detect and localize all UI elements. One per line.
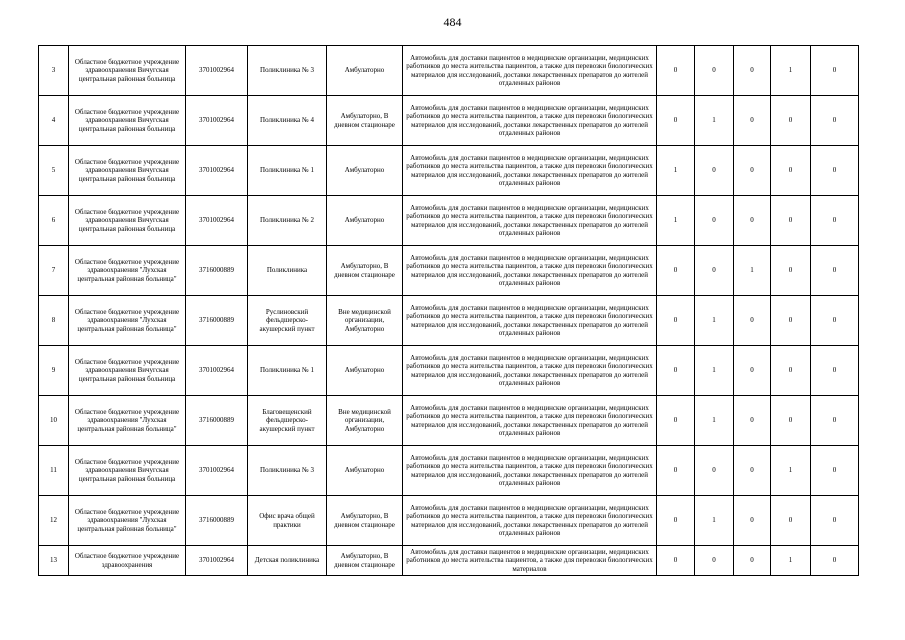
- vehicle-purpose-cell: [403, 296, 657, 346]
- vehicle-purpose-cell-text: Автомобиль для доставки пациентов в медицинские организации, медицинских работников до места жительства пациентов, а также для перевозки биологических материалов для исследований, доставки лекарственных препаратов до жителей отдаленных районов: [406, 254, 653, 287]
- count-cell-4-text: 0: [788, 166, 793, 175]
- vehicle-purpose-cell: [403, 96, 657, 146]
- vehicle-purpose-cell: [403, 496, 657, 546]
- subdivision-cell: [248, 396, 327, 446]
- table-row: [39, 146, 859, 196]
- count-cell-4-text: 0: [788, 216, 793, 225]
- count-cell-1: [657, 196, 695, 246]
- table-body: [39, 46, 859, 576]
- subdivision-cell-text: Поликлиника: [266, 266, 308, 275]
- vehicle-purpose-cell-text: Автомобиль для доставки пациентов в медицинские организации, медицинских работников до места жительства пациентов, а также для перевозки биологических материалов для исследований, доставки лекарственных препаратов до жителей отдаленных районов: [406, 504, 653, 537]
- care-conditions-cell: [327, 296, 403, 346]
- count-cell-5-text: 0: [832, 216, 837, 225]
- subdivision-cell-text: Поликлиника № 3: [260, 66, 314, 75]
- count-cell-1: [657, 446, 695, 496]
- count-cell-4: [771, 246, 811, 296]
- count-cell-5: [811, 96, 859, 146]
- count-cell-1-text: 0: [673, 66, 678, 75]
- count-cell-4: [771, 146, 811, 196]
- organization-cell: [69, 446, 186, 496]
- vehicle-purpose-cell-text: Автомобиль для доставки пациентов в медицинские организации, медицинских работников до места жительства пациентов, а также для перевозки биологических материалов для исследований, доставки лекарственных препаратов до жителей отдаленных районов: [406, 354, 653, 387]
- vehicle-purpose-cell-text: Автомобиль для доставки пациентов в медицинские организации, медицинских работников до места жительства пациентов, а также для перевозки биологических материалов для исследований, доставки лекарственных препаратов до жителей отдаленных районов: [406, 154, 653, 187]
- count-cell-1: [657, 96, 695, 146]
- inn-cell: [186, 96, 248, 146]
- count-cell-3: [734, 446, 771, 496]
- count-cell-4: [771, 446, 811, 496]
- count-cell-4: [771, 496, 811, 546]
- count-cell-1-text: 1: [673, 166, 678, 175]
- organization-cell: [69, 246, 186, 296]
- row-number-cell: [39, 446, 69, 496]
- subdivision-cell-text: Поликлиника № 4: [260, 116, 314, 125]
- count-cell-3-text: 0: [750, 466, 754, 475]
- subdivision-cell: [248, 146, 327, 196]
- subdivision-cell: [248, 96, 327, 146]
- count-cell-1: [657, 496, 695, 546]
- count-cell-2-text: 1: [712, 516, 716, 525]
- count-cell-3-text: 1: [750, 266, 754, 275]
- count-cell-5: [811, 346, 859, 396]
- inn-cell-text: 3716000889: [199, 316, 234, 325]
- count-cell-5-text: 0: [832, 516, 837, 525]
- row-number-cell: [39, 146, 69, 196]
- vehicle-purpose-cell-text: Автомобиль для доставки пациентов в медицинские организации, медицинских работников до места жительства пациентов, а также для перевозки биологических материалов для исследований, доставки лекарственных препаратов до жителей отдаленных районов: [406, 204, 653, 237]
- vehicle-purpose-cell: [403, 396, 657, 446]
- count-cell-2-text: 0: [712, 466, 716, 475]
- count-cell-4: [771, 296, 811, 346]
- table-row: [39, 396, 859, 446]
- count-cell-5: [811, 496, 859, 546]
- count-cell-2: [695, 546, 734, 576]
- vehicle-purpose-cell: [403, 346, 657, 396]
- row-number-cell: [39, 296, 69, 346]
- count-cell-2-text: 0: [712, 166, 716, 175]
- count-cell-2: [695, 296, 734, 346]
- care-conditions-cell-text: Вне медицинской организации, Амбулаторно: [338, 308, 391, 333]
- care-conditions-cell-text: Амбулаторно, В дневном стационаре: [334, 512, 395, 529]
- count-cell-5-text: 0: [832, 556, 837, 565]
- count-cell-3-text: 0: [750, 416, 754, 425]
- inn-cell: [186, 196, 248, 246]
- care-conditions-cell: [327, 96, 403, 146]
- vehicle-purpose-cell-text: Автомобиль для доставки пациентов в медицинские организации, медицинских работников до места жительства пациентов, а также для перевозки биологических материалов для исследований, доставки лекарственных препаратов до жителей отдаленных районов: [406, 304, 653, 337]
- count-cell-3: [734, 146, 771, 196]
- count-cell-4-text: 1: [788, 556, 793, 565]
- care-conditions-cell-text: Амбулаторно, В дневном стационаре: [334, 112, 395, 129]
- organization-cell: [69, 546, 186, 576]
- table-row: [39, 446, 859, 496]
- inn-cell: [186, 46, 248, 96]
- inn-cell-text: 3716000889: [199, 516, 234, 525]
- count-cell-4: [771, 546, 811, 576]
- organization-cell-text: Областное бюджетное учреждение здравоохранения "Лухская центральная районная больница": [74, 308, 180, 333]
- care-conditions-cell: [327, 446, 403, 496]
- count-cell-1-text: 0: [673, 516, 678, 525]
- count-cell-2-text: 1: [712, 116, 716, 125]
- subdivision-cell: [248, 546, 327, 576]
- count-cell-4: [771, 96, 811, 146]
- subdivision-cell-text: Поликлиника № 3: [260, 466, 314, 475]
- count-cell-2: [695, 196, 734, 246]
- count-cell-4-text: 1: [788, 466, 793, 475]
- count-cell-5: [811, 196, 859, 246]
- inn-cell-text: 3701002964: [199, 116, 234, 125]
- subdivision-cell-text: Поликлиника № 1: [260, 166, 314, 175]
- count-cell-2: [695, 96, 734, 146]
- count-cell-3: [734, 46, 771, 96]
- row-number-cell-text: 3: [51, 66, 56, 75]
- count-cell-3: [734, 496, 771, 546]
- organization-cell-text: Областное бюджетное учреждение здравоохранения "Лухская центральная районная больница": [74, 508, 180, 533]
- table-row: [39, 196, 859, 246]
- table-row: [39, 346, 859, 396]
- count-cell-1-text: 0: [673, 366, 678, 375]
- organization-cell: [69, 196, 186, 246]
- organization-cell: [69, 396, 186, 446]
- count-cell-5-text: 0: [832, 466, 837, 475]
- vehicle-purpose-cell: [403, 146, 657, 196]
- organization-cell-text: Областное бюджетное учреждение здравоохранения Вичугская центральная районная больница: [74, 358, 180, 383]
- count-cell-4-text: 0: [788, 116, 793, 125]
- table-row: [39, 46, 859, 96]
- care-conditions-cell: [327, 196, 403, 246]
- count-cell-4: [771, 196, 811, 246]
- subdivision-cell-text: Руслиновский фельдшерско-акушерский пункт: [259, 308, 315, 333]
- row-number-cell-text: 8: [51, 316, 56, 325]
- inn-cell-text: 3701002964: [199, 166, 234, 175]
- care-conditions-cell: [327, 546, 403, 576]
- inn-cell-text: 3701002964: [199, 556, 234, 565]
- organization-cell-text: Областное бюджетное учреждение здравоохранения Вичугская центральная районная больница: [74, 158, 180, 183]
- count-cell-4-text: 0: [788, 316, 793, 325]
- inn-cell-text: 3716000889: [199, 416, 234, 425]
- page-number: 484: [443, 15, 462, 29]
- inn-cell: [186, 396, 248, 446]
- row-number-cell: [39, 546, 69, 576]
- row-number-cell-text: 13: [50, 556, 57, 565]
- care-conditions-cell: [327, 346, 403, 396]
- organization-cell-text: Областное бюджетное учреждение здравоохранения Вичугская центральная районная больница: [74, 58, 180, 83]
- organization-cell: [69, 96, 186, 146]
- count-cell-1: [657, 296, 695, 346]
- count-cell-3: [734, 346, 771, 396]
- row-number-cell-text: 9: [51, 366, 56, 375]
- row-number-cell-text: 4: [51, 116, 56, 125]
- care-conditions-cell-text: Амбулаторно: [344, 216, 385, 225]
- table-row: [39, 496, 859, 546]
- count-cell-5-text: 0: [832, 416, 837, 425]
- inn-cell-text: 3701002964: [199, 66, 234, 75]
- care-conditions-cell: [327, 246, 403, 296]
- inn-cell-text: 3716000889: [199, 266, 234, 275]
- inn-cell-text: 3701002964: [199, 216, 234, 225]
- inn-cell: [186, 496, 248, 546]
- subdivision-cell-text: Поликлиника № 1: [260, 366, 314, 375]
- organization-cell-text: Областное бюджетное учреждение здравоохранения: [74, 552, 180, 569]
- organization-cell: [69, 146, 186, 196]
- inn-cell: [186, 346, 248, 396]
- count-cell-1: [657, 146, 695, 196]
- count-cell-1-text: 0: [673, 316, 678, 325]
- subdivision-cell-text: Офис врача общей практики: [259, 512, 315, 529]
- count-cell-5-text: 0: [832, 116, 837, 125]
- table-row: [39, 296, 859, 346]
- count-cell-3: [734, 396, 771, 446]
- row-number-cell: [39, 496, 69, 546]
- row-number-cell-text: 12: [50, 516, 57, 525]
- vehicle-purpose-cell-text: Автомобиль для доставки пациентов в медицинские организации, медицинских работников до места жительства пациентов, а также для перевозки биологических материалов: [406, 548, 653, 573]
- count-cell-5: [811, 146, 859, 196]
- count-cell-1-text: 0: [673, 466, 678, 475]
- count-cell-1: [657, 396, 695, 446]
- count-cell-3: [734, 96, 771, 146]
- organization-cell: [69, 496, 186, 546]
- vehicle-purpose-cell-text: Автомобиль для доставки пациентов в медицинские организации, медицинских работников до места жительства пациентов, а также для перевозки биологических материалов для исследований, доставки лекарственных препаратов до жителей отдаленных районов: [406, 104, 653, 137]
- row-number-cell-text: 7: [51, 266, 56, 275]
- count-cell-5-text: 0: [832, 316, 837, 325]
- count-cell-5: [811, 446, 859, 496]
- count-cell-4-text: 0: [788, 366, 793, 375]
- care-conditions-cell-text: Амбулаторно: [344, 66, 385, 75]
- row-number-cell-text: 10: [50, 416, 57, 425]
- count-cell-5: [811, 396, 859, 446]
- count-cell-5-text: 0: [832, 266, 837, 275]
- count-cell-2-text: 1: [712, 316, 716, 325]
- organization-cell: [69, 46, 186, 96]
- row-number-cell: [39, 196, 69, 246]
- count-cell-1: [657, 246, 695, 296]
- organization-cell: [69, 346, 186, 396]
- count-cell-2: [695, 146, 734, 196]
- row-number-cell: [39, 396, 69, 446]
- care-conditions-cell-text: Амбулаторно: [344, 466, 385, 475]
- vehicle-purpose-cell: [403, 46, 657, 96]
- care-conditions-cell: [327, 46, 403, 96]
- vehicle-purpose-cell-text: Автомобиль для доставки пациентов в медицинские организации, медицинских работников до места жительства пациентов, а также для перевозки биологических материалов для исследований, доставки лекарственных препаратов до жителей отдаленных районов: [406, 54, 653, 87]
- table-row: [39, 546, 859, 576]
- count-cell-2: [695, 246, 734, 296]
- count-cell-2-text: 0: [712, 266, 716, 275]
- count-cell-2: [695, 396, 734, 446]
- subdivision-cell: [248, 46, 327, 96]
- count-cell-2: [695, 496, 734, 546]
- vehicle-purpose-cell: [403, 246, 657, 296]
- count-cell-1-text: 0: [673, 556, 678, 565]
- vehicles-table: [38, 45, 859, 576]
- count-cell-2: [695, 446, 734, 496]
- vehicle-purpose-cell-text: Автомобиль для доставки пациентов в медицинские организации, медицинских работников до места жительства пациентов, а также для перевозки биологических материалов для исследований, доставки лекарственных препаратов до жителей отдаленных районов: [406, 404, 653, 437]
- count-cell-4-text: 0: [788, 416, 793, 425]
- row-number-cell: [39, 96, 69, 146]
- count-cell-3-text: 0: [750, 556, 754, 565]
- count-cell-1-text: 0: [673, 416, 678, 425]
- subdivision-cell-text: Благовещенский фельдшерско-акушерский пункт: [259, 408, 315, 433]
- count-cell-4-text: 0: [788, 516, 793, 525]
- subdivision-cell-text: Поликлиника № 2: [260, 216, 314, 225]
- count-cell-3: [734, 296, 771, 346]
- count-cell-3-text: 0: [750, 116, 754, 125]
- care-conditions-cell: [327, 496, 403, 546]
- organization-cell: [69, 296, 186, 346]
- count-cell-1-text: 1: [673, 216, 678, 225]
- subdivision-cell: [248, 346, 327, 396]
- inn-cell-text: 3701002964: [199, 366, 234, 375]
- count-cell-5: [811, 246, 859, 296]
- organization-cell-text: Областное бюджетное учреждение здравоохранения "Лухская центральная районная больница": [74, 408, 180, 433]
- count-cell-3: [734, 546, 771, 576]
- count-cell-3-text: 0: [750, 66, 754, 75]
- table-row: [39, 96, 859, 146]
- subdivision-cell: [248, 296, 327, 346]
- care-conditions-cell-text: Амбулаторно, В дневном стационаре: [334, 552, 395, 569]
- count-cell-5-text: 0: [832, 366, 837, 375]
- count-cell-4-text: 1: [788, 66, 793, 75]
- count-cell-5: [811, 46, 859, 96]
- organization-cell-text: Областное бюджетное учреждение здравоохранения Вичугская центральная районная больница: [74, 458, 180, 483]
- count-cell-2: [695, 346, 734, 396]
- count-cell-5-text: 0: [832, 166, 837, 175]
- count-cell-2-text: 0: [712, 66, 716, 75]
- inn-cell: [186, 246, 248, 296]
- row-number-cell-text: 5: [51, 166, 56, 175]
- count-cell-2-text: 0: [712, 556, 716, 565]
- vehicle-purpose-cell-text: Автомобиль для доставки пациентов в медицинские организации, медицинских работников до места жительства пациентов, а также для перевозки биологических материалов для исследований, доставки лекарственных препаратов до жителей отдаленных районов: [406, 454, 653, 487]
- count-cell-1: [657, 46, 695, 96]
- count-cell-3: [734, 196, 771, 246]
- count-cell-1: [657, 546, 695, 576]
- care-conditions-cell-text: Амбулаторно, В дневном стационаре: [334, 262, 395, 279]
- table-row: [39, 246, 859, 296]
- row-number-cell-text: 6: [51, 216, 56, 225]
- count-cell-5: [811, 546, 859, 576]
- count-cell-4: [771, 46, 811, 96]
- count-cell-3-text: 0: [750, 516, 754, 525]
- count-cell-4: [771, 346, 811, 396]
- count-cell-2: [695, 46, 734, 96]
- count-cell-3-text: 0: [750, 366, 754, 375]
- vehicle-purpose-cell: [403, 446, 657, 496]
- row-number-cell: [39, 246, 69, 296]
- subdivision-cell-text: Детская поликлиника: [254, 556, 320, 565]
- care-conditions-cell: [327, 396, 403, 446]
- inn-cell: [186, 446, 248, 496]
- organization-cell-text: Областное бюджетное учреждение здравоохранения Вичугская центральная районная больница: [74, 108, 180, 133]
- count-cell-3-text: 0: [750, 316, 754, 325]
- count-cell-4-text: 0: [788, 266, 793, 275]
- care-conditions-cell-text: Вне медицинской организации, Амбулаторно: [338, 408, 391, 433]
- subdivision-cell: [248, 196, 327, 246]
- inn-cell: [186, 546, 248, 576]
- care-conditions-cell-text: Амбулаторно: [344, 366, 385, 375]
- count-cell-4: [771, 396, 811, 446]
- subdivision-cell: [248, 246, 327, 296]
- count-cell-1-text: 0: [673, 266, 678, 275]
- count-cell-3-text: 0: [750, 166, 754, 175]
- subdivision-cell: [248, 446, 327, 496]
- count-cell-5: [811, 296, 859, 346]
- inn-cell-text: 3701002964: [199, 466, 234, 475]
- care-conditions-cell: [327, 146, 403, 196]
- vehicle-purpose-cell: [403, 546, 657, 576]
- organization-cell-text: Областное бюджетное учреждение здравоохранения Вичугская центральная районная больница: [74, 208, 180, 233]
- inn-cell: [186, 296, 248, 346]
- inn-cell: [186, 146, 248, 196]
- count-cell-3-text: 0: [750, 216, 754, 225]
- count-cell-2-text: 1: [712, 416, 716, 425]
- row-number-cell: [39, 346, 69, 396]
- count-cell-1-text: 0: [673, 116, 678, 125]
- row-number-cell: [39, 46, 69, 96]
- count-cell-5-text: 0: [832, 66, 837, 75]
- subdivision-cell: [248, 496, 327, 546]
- count-cell-2-text: 1: [712, 366, 716, 375]
- organization-cell-text: Областное бюджетное учреждение здравоохранения "Лухская центральная районная больница": [74, 258, 180, 283]
- count-cell-1: [657, 346, 695, 396]
- row-number-cell-text: 11: [50, 466, 57, 475]
- count-cell-2-text: 0: [712, 216, 716, 225]
- care-conditions-cell-text: Амбулаторно: [344, 166, 385, 175]
- count-cell-3: [734, 246, 771, 296]
- vehicle-purpose-cell: [403, 196, 657, 246]
